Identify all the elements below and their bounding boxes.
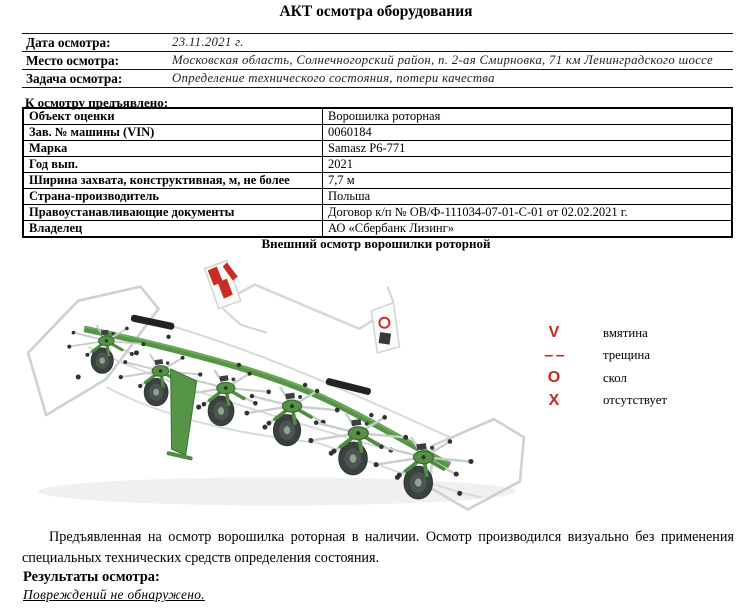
crack-symbol-icon: – –	[544, 346, 564, 364]
equip-label: Год вып.	[23, 157, 323, 173]
legend-item-chip	[537, 367, 667, 390]
equip-value: 7,7 м	[323, 173, 733, 189]
chip-symbol-icon: O	[547, 369, 561, 387]
equip-label: Объект оценки	[23, 108, 323, 125]
table-row	[23, 108, 732, 125]
warning-flag	[205, 261, 241, 309]
info-value: Московская область, Солнечногорский район, п. 2-ая Смирновка, 71 км Ленинградского шоссе	[172, 53, 713, 67]
main-beam	[84, 329, 449, 466]
equip-label: Правоустанавливающие документы	[23, 205, 323, 221]
info-row-task	[22, 70, 733, 88]
legend-item-missing	[537, 390, 667, 413]
defect-legend	[537, 322, 667, 412]
legend-item-crack	[537, 345, 667, 368]
table-row	[23, 189, 732, 205]
equip-label: Страна-производитель	[23, 189, 323, 205]
equip-label: Зав. № машины (VIN)	[23, 125, 323, 141]
info-label: Место осмотра:	[26, 52, 119, 68]
info-value: 23.11.2021 г.	[172, 35, 244, 49]
equip-label: Ширина захвата, конструктивная, м, не более	[23, 173, 323, 189]
missing-symbol-icon: X	[548, 391, 560, 409]
marker-panel	[371, 287, 399, 353]
conclusion-paragraph: Предъявленная на осмотр ворошилка роторная в наличии. Осмотр производился визуально без применения специальных технических средств определения состояния.	[22, 529, 734, 566]
ground-shadow	[38, 477, 516, 505]
table-row	[23, 125, 732, 141]
inspection-info-table	[22, 33, 733, 88]
photo-caption: Внешний осмотр ворошилки роторной	[261, 236, 491, 251]
info-label: Задача осмотра:	[26, 70, 123, 86]
legend-label: отсутствует	[603, 393, 668, 408]
info-row-date	[22, 34, 733, 52]
rotary-tedder-image	[18, 256, 540, 516]
rotor-1	[67, 325, 145, 373]
table-row	[23, 157, 732, 173]
table-row	[23, 173, 732, 189]
equip-value: АО «Сбербанк Лизинг»	[323, 221, 733, 238]
document-title: АКТ осмотра оборудования	[279, 3, 473, 20]
table-row	[23, 141, 732, 157]
info-label: Дата осмотра:	[26, 34, 111, 50]
equip-value: Польша	[323, 189, 733, 205]
equip-value: Ворошилка роторная	[323, 108, 733, 125]
presented-heading: К осмотру предъявлено:	[25, 95, 169, 110]
info-row-place	[22, 52, 733, 70]
legend-label: трещина	[603, 348, 651, 363]
table-row	[23, 221, 732, 238]
equip-label: Марка	[23, 141, 323, 157]
equipment-table	[22, 107, 733, 238]
equip-label: Владелец	[23, 221, 323, 238]
info-value: Определение технического состояния, потери качества	[172, 71, 495, 85]
warning-boom	[223, 285, 376, 333]
results-value: Повреждений не обнаружено.	[23, 587, 205, 602]
equip-value: 2021	[323, 157, 733, 173]
dent-symbol-icon: V	[548, 324, 560, 342]
results-heading: Результаты осмотра:	[23, 569, 160, 585]
equip-value: 0060184	[323, 125, 733, 141]
hydraulic-cylinders	[130, 314, 371, 395]
legend-item-dent	[537, 322, 667, 345]
equip-value: Samasz P6-771	[323, 141, 733, 157]
table-row	[23, 205, 732, 221]
machine-illustration	[18, 256, 540, 516]
legend-label: скол	[603, 370, 627, 385]
equip-value: Договор к/п № ОВ/Ф-111034-07-01-С-01 от 02.02.2021 г.	[323, 205, 733, 221]
hitch-frame	[169, 369, 197, 458]
legend-label: вмятина	[603, 325, 648, 340]
